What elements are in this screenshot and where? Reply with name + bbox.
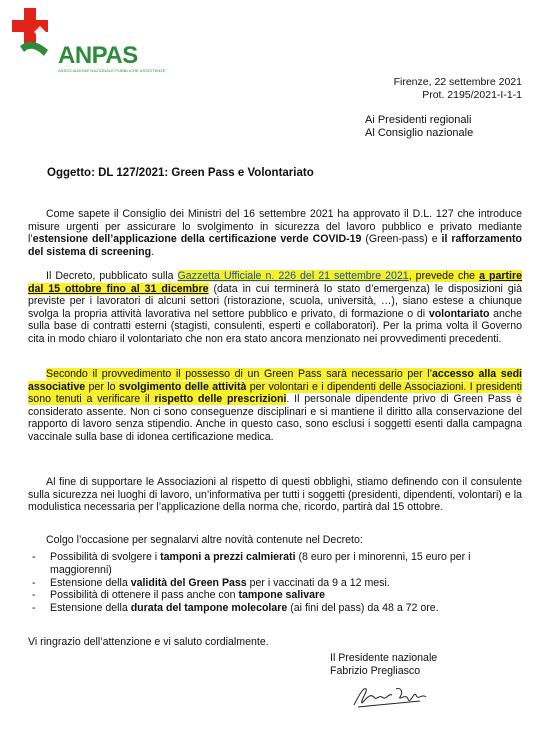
p1-bold-2: il rafforzamento del sistema di screening — [28, 233, 522, 258]
list-text-2: (ai fini del pass) da 48 a 72 ore. — [287, 602, 439, 615]
recipient-1: Ai Presidenti regionali — [365, 114, 472, 126]
p1-end: . — [151, 245, 155, 258]
p2-text: Il Decreto, pubblicato sulla — [46, 270, 178, 282]
paragraph-3 — [28, 368, 522, 444]
handwritten-signature — [350, 679, 430, 711]
recipient-2: Al Consiglio nazionale — [365, 127, 474, 139]
protocol-line: Prot. 2195/2021-I-1-1 — [422, 88, 522, 101]
list-item — [28, 577, 522, 590]
subject-line: Oggetto: DL 127/2021: Green Pass e Volontariato — [47, 167, 314, 179]
p3-bold-rules: rispetto delle prescrizioni — [154, 393, 287, 406]
list-bold: tampone salivare — [238, 589, 326, 602]
p2-text-4: anche sulla base di contratti esterni (stagisti, consulenti, esperti e collaboratori). Per la prima volta il Governo cita in modo chiaro il volontariato che non era stato ancora menzionato nei provvedimenti precedenti. — [28, 307, 522, 345]
p1-bold: estensione dell’applicazione della certificazione verde COVID-19 — [32, 233, 362, 246]
anpas-logo — [10, 6, 166, 76]
list-text: Estensione della — [50, 602, 131, 615]
paragraph-2 — [28, 270, 522, 346]
p1-text: Come sapete il Consiglio dei Ministri del 16 settembre 2021 ha approvato il D.L. 127 che introduce misure urgenti per assicurare lo svolgimento in sicurezza del lavoro pubblico e privato mediante l’ — [28, 208, 522, 246]
p2-text-3: (data in cui terminerà lo stato d’emergenza) le disposizioni già previste per i lavoratori di alcuni settori (ristorazione, scuola, università, …), siano estese a chiunque svolga la propria attività lavorativa nel settore pubblico e privato, di formazione o di — [28, 282, 522, 320]
novelties-list — [28, 551, 522, 615]
list-item — [28, 551, 522, 577]
list-bold: durata del tampone molecolare — [130, 602, 288, 615]
logo-subtitle: ASSOCIAZIONE NAZIONALE PUBBLICHE ASSISTENZE — [58, 68, 166, 73]
recipients — [365, 114, 473, 140]
p3-bold-activity: svolgimento delle attività — [118, 380, 247, 393]
paragraph-5: Colgo l’occasione per segnalarvi altre novità contenute nel Decreto: — [46, 534, 363, 546]
list-text-2: (8 euro per i minorenni, 15 euro per i maggiorenni) — [50, 551, 471, 576]
red-cross-icon — [10, 6, 58, 66]
date-line: Firenze, 22 settembre 2021 — [393, 76, 522, 88]
list-text-2: per i vaccinati da 9 a 12 mesi. — [246, 576, 390, 589]
p2-text-2: , prevede che — [408, 270, 480, 282]
paragraph-4: Al fine di supportare le Associazioni al rispetto di questi obblighi, stiamo definendo con il consulente sulla sicurezza nei luoghi di lavoro, un’informativa per tutti i soggetti (presidenti, dipendenti, volontari) e la modulistica necessaria per l’applicazione della norma che, ricordo, partirà dal 15 ottobre. — [28, 476, 522, 514]
list-text: Possibilità di ottenere il pass anche con — [50, 589, 239, 602]
gazzetta-link[interactable]: Gazzetta Ufficiale n. 226 del 21 settembre 2021 — [177, 270, 409, 282]
paragraph-1 — [28, 208, 522, 258]
p2-bold-volontariato: volontariato — [428, 307, 490, 320]
date-protocol — [394, 76, 522, 101]
closing-line: Vi ringrazio dell’attenzione e vi saluto cordialmente. — [28, 636, 269, 648]
list-item — [28, 602, 522, 615]
logo-wordmark: ANPAS — [58, 42, 138, 69]
list-text: Possibilità di svolgere i — [50, 551, 161, 563]
p3-text-4: . Il personale dipendente privo di Green Pass è considerato assente. Non ci sono conseguenze disciplinari e si mantiene il diritto alla conservazione del rapporto di lavoro senza stipendio. Anche in questo caso, sono esclusi i soggetti esenti dalla campagna vaccinale sulla base di idonea certificazione medica. — [28, 393, 522, 443]
p1-text-2: (Green-pass) e — [361, 233, 442, 246]
p3-text-3: per volontari e i dipendenti delle Associazioni. I presidenti sono tenuti a verificare il — [28, 380, 522, 406]
p3-bold-access: accesso alla sedi associative — [28, 368, 522, 393]
p2-dates: a partire dal 15 ottobre fino al 31 dicembre — [28, 270, 522, 295]
p3-text-2: per lo — [85, 380, 119, 393]
list-item — [28, 589, 522, 602]
p3-text: Secondo il provvedimento il possesso di un Green Pass sarà necessario per l’ — [46, 368, 433, 380]
signer-name: Fabrizio Pregliasco — [330, 665, 421, 677]
signature-block — [330, 652, 437, 678]
list-text: Estensione della — [50, 576, 131, 589]
list-bold: tamponi a prezzi calmierati — [160, 551, 296, 563]
list-bold: validità del Green Pass — [130, 576, 247, 589]
signer-role: Il Presidente nazionale — [330, 652, 438, 664]
